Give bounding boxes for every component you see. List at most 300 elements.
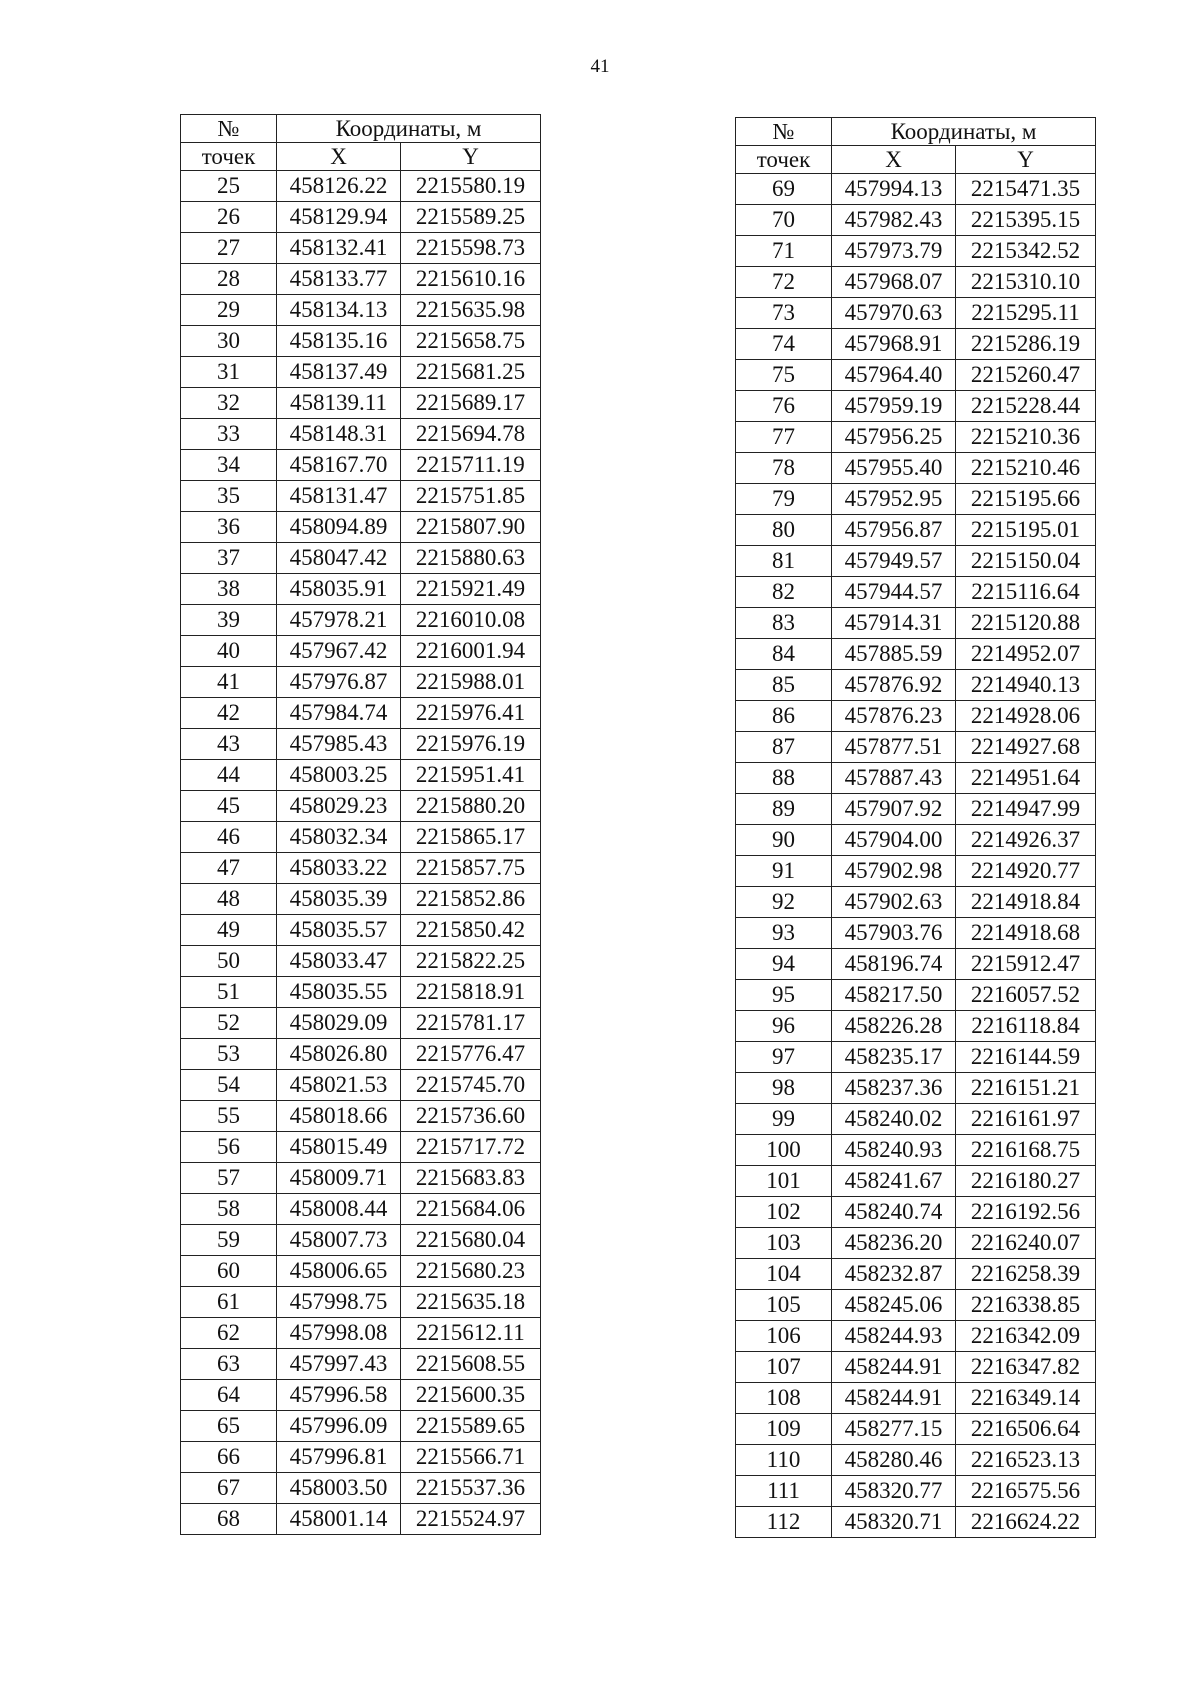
point-number-cell: 65 xyxy=(181,1411,277,1442)
point-number-cell: 91 xyxy=(736,856,832,887)
x-coordinate-cell: 458241.67 xyxy=(832,1166,956,1197)
table-row xyxy=(736,1476,1096,1507)
table-row xyxy=(736,1011,1096,1042)
table-row xyxy=(736,422,1096,453)
table-row xyxy=(736,1042,1096,1073)
table-row xyxy=(736,391,1096,422)
point-number-cell: 67 xyxy=(181,1473,277,1504)
y-coordinate-cell: 2215711.19 xyxy=(401,450,541,481)
point-number-cell: 86 xyxy=(736,701,832,732)
table-row xyxy=(736,1507,1096,1538)
y-coordinate-cell: 2215680.23 xyxy=(401,1256,541,1287)
point-number-cell: 45 xyxy=(181,791,277,822)
y-coordinate-cell: 2216057.52 xyxy=(956,980,1096,1011)
coordinates-table-left xyxy=(180,114,541,1535)
y-coordinate-cell: 2215781.17 xyxy=(401,1008,541,1039)
x-coordinate-cell: 458148.31 xyxy=(277,419,401,450)
table-row xyxy=(181,419,541,450)
table-row xyxy=(181,636,541,667)
page-number: 41 xyxy=(590,56,610,77)
x-coordinate-cell: 457998.08 xyxy=(277,1318,401,1349)
x-coordinate-cell: 458240.02 xyxy=(832,1104,956,1135)
point-number-cell: 77 xyxy=(736,422,832,453)
table-row xyxy=(736,174,1096,205)
x-coordinate-cell: 457952.95 xyxy=(832,484,956,515)
y-coordinate-cell: 2215745.70 xyxy=(401,1070,541,1101)
point-number-cell: 37 xyxy=(181,543,277,574)
x-coordinate-cell: 458167.70 xyxy=(277,450,401,481)
y-coordinate-cell: 2215608.55 xyxy=(401,1349,541,1380)
y-coordinate-cell: 2215751.85 xyxy=(401,481,541,512)
table-row xyxy=(181,326,541,357)
point-number-cell: 26 xyxy=(181,202,277,233)
table-row xyxy=(181,1349,541,1380)
x-coordinate-cell: 458032.34 xyxy=(277,822,401,853)
y-coordinate-cell: 2215116.64 xyxy=(956,577,1096,608)
point-number-cell: 51 xyxy=(181,977,277,1008)
table-row xyxy=(181,884,541,915)
x-coordinate-cell: 457973.79 xyxy=(832,236,956,267)
x-coordinate-cell: 457968.91 xyxy=(832,329,956,360)
table-row xyxy=(736,1104,1096,1135)
x-coordinate-cell: 457903.76 xyxy=(832,918,956,949)
y-coordinate-cell: 2215857.75 xyxy=(401,853,541,884)
x-coordinate-cell: 458001.14 xyxy=(277,1504,401,1535)
table-row xyxy=(181,1473,541,1504)
table-row xyxy=(736,360,1096,391)
point-number-cell: 92 xyxy=(736,887,832,918)
y-coordinate-cell: 2215694.78 xyxy=(401,419,541,450)
table-row xyxy=(736,546,1096,577)
y-coordinate-cell: 2215684.06 xyxy=(401,1194,541,1225)
y-coordinate-cell: 2216001.94 xyxy=(401,636,541,667)
x-coordinate-cell: 457998.75 xyxy=(277,1287,401,1318)
x-coordinate-cell: 457944.57 xyxy=(832,577,956,608)
x-coordinate-cell: 457876.92 xyxy=(832,670,956,701)
table-row xyxy=(736,639,1096,670)
table-row xyxy=(736,267,1096,298)
point-number-cell: 52 xyxy=(181,1008,277,1039)
x-coordinate-cell: 457978.21 xyxy=(277,605,401,636)
table-row xyxy=(181,388,541,419)
point-number-cell: 83 xyxy=(736,608,832,639)
y-coordinate-cell: 2215988.01 xyxy=(401,667,541,698)
y-column-header: Y xyxy=(401,143,541,171)
x-coordinate-cell: 457964.40 xyxy=(832,360,956,391)
y-coordinate-cell: 2216349.14 xyxy=(956,1383,1096,1414)
y-coordinate-cell: 2216144.59 xyxy=(956,1042,1096,1073)
y-coordinate-cell: 2216575.56 xyxy=(956,1476,1096,1507)
y-coordinate-cell: 2215680.04 xyxy=(401,1225,541,1256)
x-coordinate-cell: 458245.06 xyxy=(832,1290,956,1321)
table-row xyxy=(181,1101,541,1132)
x-coordinate-cell: 457996.09 xyxy=(277,1411,401,1442)
x-coordinate-cell: 458009.71 xyxy=(277,1163,401,1194)
table-row xyxy=(181,1194,541,1225)
y-coordinate-cell: 2215286.19 xyxy=(956,329,1096,360)
x-coordinate-cell: 457902.63 xyxy=(832,887,956,918)
point-number-cell: 62 xyxy=(181,1318,277,1349)
x-coordinate-cell: 458226.28 xyxy=(832,1011,956,1042)
y-coordinate-cell: 2215120.88 xyxy=(956,608,1096,639)
y-coordinate-cell: 2215610.16 xyxy=(401,264,541,295)
y-coordinate-cell: 2216506.64 xyxy=(956,1414,1096,1445)
point-number-cell: 38 xyxy=(181,574,277,605)
y-coordinate-cell: 2215807.90 xyxy=(401,512,541,543)
y-coordinate-cell: 2215865.17 xyxy=(401,822,541,853)
point-number-cell: 30 xyxy=(181,326,277,357)
x-coordinate-cell: 458047.42 xyxy=(277,543,401,574)
point-number-cell: 50 xyxy=(181,946,277,977)
point-number-cell: 99 xyxy=(736,1104,832,1135)
y-coordinate-cell: 2215912.47 xyxy=(956,949,1096,980)
point-number-cell: 82 xyxy=(736,577,832,608)
table-row xyxy=(181,853,541,884)
table-row xyxy=(736,236,1096,267)
table-row xyxy=(181,667,541,698)
point-number-cell: 111 xyxy=(736,1476,832,1507)
point-number-cell: 80 xyxy=(736,515,832,546)
table-row xyxy=(736,918,1096,949)
x-coordinate-cell: 458015.49 xyxy=(277,1132,401,1163)
y-coordinate-cell: 2215951.41 xyxy=(401,760,541,791)
x-coordinate-cell: 457949.57 xyxy=(832,546,956,577)
table-row xyxy=(181,791,541,822)
x-coordinate-cell: 457985.43 xyxy=(277,729,401,760)
table-row xyxy=(181,295,541,326)
table-row xyxy=(736,205,1096,236)
x-coordinate-cell: 458240.74 xyxy=(832,1197,956,1228)
table-row xyxy=(736,1414,1096,1445)
y-coordinate-cell: 2215195.66 xyxy=(956,484,1096,515)
y-coordinate-cell: 2215880.20 xyxy=(401,791,541,822)
y-coordinate-cell: 2216151.21 xyxy=(956,1073,1096,1104)
x-coordinate-cell: 458139.11 xyxy=(277,388,401,419)
x-coordinate-cell: 458026.80 xyxy=(277,1039,401,1070)
y-coordinate-cell: 2216192.56 xyxy=(956,1197,1096,1228)
x-coordinate-cell: 458035.39 xyxy=(277,884,401,915)
point-number-cell: 39 xyxy=(181,605,277,636)
x-coordinate-cell: 458280.46 xyxy=(832,1445,956,1476)
point-number-cell: 57 xyxy=(181,1163,277,1194)
y-coordinate-cell: 2215260.47 xyxy=(956,360,1096,391)
table-row xyxy=(736,453,1096,484)
point-number-cell: 102 xyxy=(736,1197,832,1228)
point-number-cell: 89 xyxy=(736,794,832,825)
x-coordinate-cell: 457914.31 xyxy=(832,608,956,639)
table-row xyxy=(736,1197,1096,1228)
point-number-cell: 60 xyxy=(181,1256,277,1287)
y-coordinate-cell: 2216258.39 xyxy=(956,1259,1096,1290)
point-number-header: № xyxy=(736,118,832,146)
x-coordinate-cell: 458003.50 xyxy=(277,1473,401,1504)
table-row xyxy=(736,329,1096,360)
point-number-cell: 27 xyxy=(181,233,277,264)
x-coordinate-cell: 458035.91 xyxy=(277,574,401,605)
table-row xyxy=(181,1380,541,1411)
x-column-header: X xyxy=(277,143,401,171)
table-row xyxy=(181,171,541,202)
point-number-cell: 74 xyxy=(736,329,832,360)
point-number-cell: 63 xyxy=(181,1349,277,1380)
table-row xyxy=(736,1321,1096,1352)
table-row xyxy=(181,822,541,853)
x-coordinate-cell: 458006.65 xyxy=(277,1256,401,1287)
y-coordinate-cell: 2214952.07 xyxy=(956,639,1096,670)
point-number-header-sub: точек xyxy=(181,143,277,171)
y-coordinate-cell: 2214947.99 xyxy=(956,794,1096,825)
point-number-cell: 70 xyxy=(736,205,832,236)
point-number-cell: 97 xyxy=(736,1042,832,1073)
point-number-cell: 47 xyxy=(181,853,277,884)
table-row xyxy=(181,729,541,760)
y-coordinate-cell: 2215600.35 xyxy=(401,1380,541,1411)
table-row xyxy=(181,512,541,543)
x-coordinate-cell: 458244.91 xyxy=(832,1352,956,1383)
x-coordinate-cell: 457887.43 xyxy=(832,763,956,794)
table-row xyxy=(181,1504,541,1535)
x-coordinate-cell: 458029.09 xyxy=(277,1008,401,1039)
y-column-header: Y xyxy=(956,146,1096,174)
table-row xyxy=(181,543,541,574)
y-coordinate-cell: 2215736.60 xyxy=(401,1101,541,1132)
point-number-cell: 44 xyxy=(181,760,277,791)
y-coordinate-cell: 2215689.17 xyxy=(401,388,541,419)
point-number-cell: 112 xyxy=(736,1507,832,1538)
y-coordinate-cell: 2215976.41 xyxy=(401,698,541,729)
y-coordinate-cell: 2215566.71 xyxy=(401,1442,541,1473)
x-coordinate-cell: 457959.19 xyxy=(832,391,956,422)
x-coordinate-cell: 458132.41 xyxy=(277,233,401,264)
y-coordinate-cell: 2214920.77 xyxy=(956,856,1096,887)
y-coordinate-cell: 2215776.47 xyxy=(401,1039,541,1070)
x-coordinate-cell: 457996.81 xyxy=(277,1442,401,1473)
table-row xyxy=(181,915,541,946)
y-coordinate-cell: 2216523.13 xyxy=(956,1445,1096,1476)
x-coordinate-cell: 458126.22 xyxy=(277,171,401,202)
y-coordinate-cell: 2215537.36 xyxy=(401,1473,541,1504)
table-row xyxy=(181,1318,541,1349)
table-row xyxy=(736,484,1096,515)
table-row xyxy=(181,946,541,977)
y-coordinate-cell: 2216168.75 xyxy=(956,1135,1096,1166)
point-number-cell: 84 xyxy=(736,639,832,670)
table-row xyxy=(736,980,1096,1011)
y-coordinate-cell: 2215683.83 xyxy=(401,1163,541,1194)
x-coordinate-cell: 457876.23 xyxy=(832,701,956,732)
point-number-cell: 110 xyxy=(736,1445,832,1476)
point-number-cell: 66 xyxy=(181,1442,277,1473)
table-row xyxy=(181,1287,541,1318)
table-row xyxy=(181,977,541,1008)
table-row xyxy=(181,1442,541,1473)
point-number-cell: 42 xyxy=(181,698,277,729)
table-row xyxy=(736,887,1096,918)
x-coordinate-cell: 458232.87 xyxy=(832,1259,956,1290)
x-coordinate-cell: 457907.92 xyxy=(832,794,956,825)
point-number-cell: 64 xyxy=(181,1380,277,1411)
x-coordinate-cell: 458320.71 xyxy=(832,1507,956,1538)
y-coordinate-cell: 2215210.46 xyxy=(956,453,1096,484)
x-coordinate-cell: 457982.43 xyxy=(832,205,956,236)
point-number-cell: 55 xyxy=(181,1101,277,1132)
y-coordinate-cell: 2216347.82 xyxy=(956,1352,1096,1383)
point-number-cell: 61 xyxy=(181,1287,277,1318)
point-number-cell: 85 xyxy=(736,670,832,701)
table-row xyxy=(736,794,1096,825)
x-coordinate-cell: 458035.57 xyxy=(277,915,401,946)
y-coordinate-cell: 2215395.15 xyxy=(956,205,1096,236)
point-number-cell: 72 xyxy=(736,267,832,298)
point-number-cell: 34 xyxy=(181,450,277,481)
table-row xyxy=(181,698,541,729)
table-row xyxy=(736,1352,1096,1383)
table-row xyxy=(736,577,1096,608)
table-row xyxy=(736,856,1096,887)
point-number-cell: 93 xyxy=(736,918,832,949)
y-coordinate-cell: 2216240.07 xyxy=(956,1228,1096,1259)
x-coordinate-cell: 458035.55 xyxy=(277,977,401,1008)
x-coordinate-cell: 458029.23 xyxy=(277,791,401,822)
point-number-cell: 59 xyxy=(181,1225,277,1256)
point-number-cell: 48 xyxy=(181,884,277,915)
table-row xyxy=(181,1008,541,1039)
x-coordinate-cell: 458033.22 xyxy=(277,853,401,884)
x-coordinate-cell: 458133.77 xyxy=(277,264,401,295)
y-coordinate-cell: 2215195.01 xyxy=(956,515,1096,546)
table-row xyxy=(181,357,541,388)
x-coordinate-cell: 458196.74 xyxy=(832,949,956,980)
point-number-cell: 90 xyxy=(736,825,832,856)
x-coordinate-cell: 458320.77 xyxy=(832,1476,956,1507)
y-coordinate-cell: 2215852.86 xyxy=(401,884,541,915)
y-coordinate-cell: 2215228.44 xyxy=(956,391,1096,422)
point-number-cell: 94 xyxy=(736,949,832,980)
point-number-cell: 54 xyxy=(181,1070,277,1101)
table-row xyxy=(181,1256,541,1287)
x-coordinate-cell: 458237.36 xyxy=(832,1073,956,1104)
point-number-cell: 40 xyxy=(181,636,277,667)
coordinates-header: Координаты, м xyxy=(277,115,541,143)
point-number-cell: 107 xyxy=(736,1352,832,1383)
x-coordinate-cell: 458137.49 xyxy=(277,357,401,388)
point-number-cell: 104 xyxy=(736,1259,832,1290)
point-number-cell: 71 xyxy=(736,236,832,267)
x-coordinate-cell: 458134.13 xyxy=(277,295,401,326)
table-row xyxy=(736,1228,1096,1259)
point-number-cell: 78 xyxy=(736,453,832,484)
y-coordinate-cell: 2215822.25 xyxy=(401,946,541,977)
table-row xyxy=(736,701,1096,732)
y-coordinate-cell: 2215310.10 xyxy=(956,267,1096,298)
y-coordinate-cell: 2215635.98 xyxy=(401,295,541,326)
point-number-cell: 101 xyxy=(736,1166,832,1197)
x-coordinate-cell: 458021.53 xyxy=(277,1070,401,1101)
y-coordinate-cell: 2215976.19 xyxy=(401,729,541,760)
table-row xyxy=(736,732,1096,763)
table-row xyxy=(181,264,541,295)
x-coordinate-cell: 457956.25 xyxy=(832,422,956,453)
x-coordinate-cell: 457967.42 xyxy=(277,636,401,667)
x-coordinate-cell: 457904.00 xyxy=(832,825,956,856)
point-number-cell: 95 xyxy=(736,980,832,1011)
x-coordinate-cell: 457996.58 xyxy=(277,1380,401,1411)
point-number-cell: 96 xyxy=(736,1011,832,1042)
y-coordinate-cell: 2214951.64 xyxy=(956,763,1096,794)
table-row xyxy=(736,949,1096,980)
table-row xyxy=(736,1259,1096,1290)
point-number-cell: 81 xyxy=(736,546,832,577)
y-coordinate-cell: 2215681.25 xyxy=(401,357,541,388)
table-row xyxy=(181,1225,541,1256)
x-coordinate-cell: 457955.40 xyxy=(832,453,956,484)
point-number-cell: 73 xyxy=(736,298,832,329)
point-number-cell: 79 xyxy=(736,484,832,515)
x-coordinate-cell: 458244.93 xyxy=(832,1321,956,1352)
point-number-cell: 98 xyxy=(736,1073,832,1104)
table-row xyxy=(736,670,1096,701)
x-coordinate-cell: 458277.15 xyxy=(832,1414,956,1445)
table-row xyxy=(736,608,1096,639)
point-number-cell: 31 xyxy=(181,357,277,388)
point-number-cell: 46 xyxy=(181,822,277,853)
point-number-cell: 32 xyxy=(181,388,277,419)
point-number-cell: 35 xyxy=(181,481,277,512)
x-coordinate-cell: 458018.66 xyxy=(277,1101,401,1132)
y-coordinate-cell: 2216010.08 xyxy=(401,605,541,636)
y-coordinate-cell: 2215717.72 xyxy=(401,1132,541,1163)
point-number-cell: 29 xyxy=(181,295,277,326)
x-coordinate-cell: 458094.89 xyxy=(277,512,401,543)
table-row xyxy=(736,825,1096,856)
y-coordinate-cell: 2215342.52 xyxy=(956,236,1096,267)
table-row xyxy=(736,1166,1096,1197)
y-coordinate-cell: 2216338.85 xyxy=(956,1290,1096,1321)
y-coordinate-cell: 2215598.73 xyxy=(401,233,541,264)
x-coordinate-cell: 458129.94 xyxy=(277,202,401,233)
y-coordinate-cell: 2215295.11 xyxy=(956,298,1096,329)
y-coordinate-cell: 2215612.11 xyxy=(401,1318,541,1349)
y-coordinate-cell: 2216118.84 xyxy=(956,1011,1096,1042)
x-coordinate-cell: 457997.43 xyxy=(277,1349,401,1380)
point-number-cell: 53 xyxy=(181,1039,277,1070)
x-coordinate-cell: 458033.47 xyxy=(277,946,401,977)
y-coordinate-cell: 2215471.35 xyxy=(956,174,1096,205)
x-coordinate-cell: 457902.98 xyxy=(832,856,956,887)
table-row xyxy=(181,481,541,512)
point-number-cell: 100 xyxy=(736,1135,832,1166)
point-number-cell: 76 xyxy=(736,391,832,422)
x-coordinate-cell: 458008.44 xyxy=(277,1194,401,1225)
x-coordinate-cell: 458236.20 xyxy=(832,1228,956,1259)
y-coordinate-cell: 2215635.18 xyxy=(401,1287,541,1318)
point-number-cell: 49 xyxy=(181,915,277,946)
table-row xyxy=(736,515,1096,546)
point-number-cell: 108 xyxy=(736,1383,832,1414)
point-number-cell: 69 xyxy=(736,174,832,205)
table-row xyxy=(181,233,541,264)
y-coordinate-cell: 2215818.91 xyxy=(401,977,541,1008)
table-row xyxy=(736,1073,1096,1104)
point-number-cell: 56 xyxy=(181,1132,277,1163)
table-row xyxy=(181,574,541,605)
y-coordinate-cell: 2215921.49 xyxy=(401,574,541,605)
table-row xyxy=(181,605,541,636)
y-coordinate-cell: 2216180.27 xyxy=(956,1166,1096,1197)
table-row xyxy=(181,202,541,233)
x-coordinate-cell: 457970.63 xyxy=(832,298,956,329)
table-row xyxy=(181,450,541,481)
